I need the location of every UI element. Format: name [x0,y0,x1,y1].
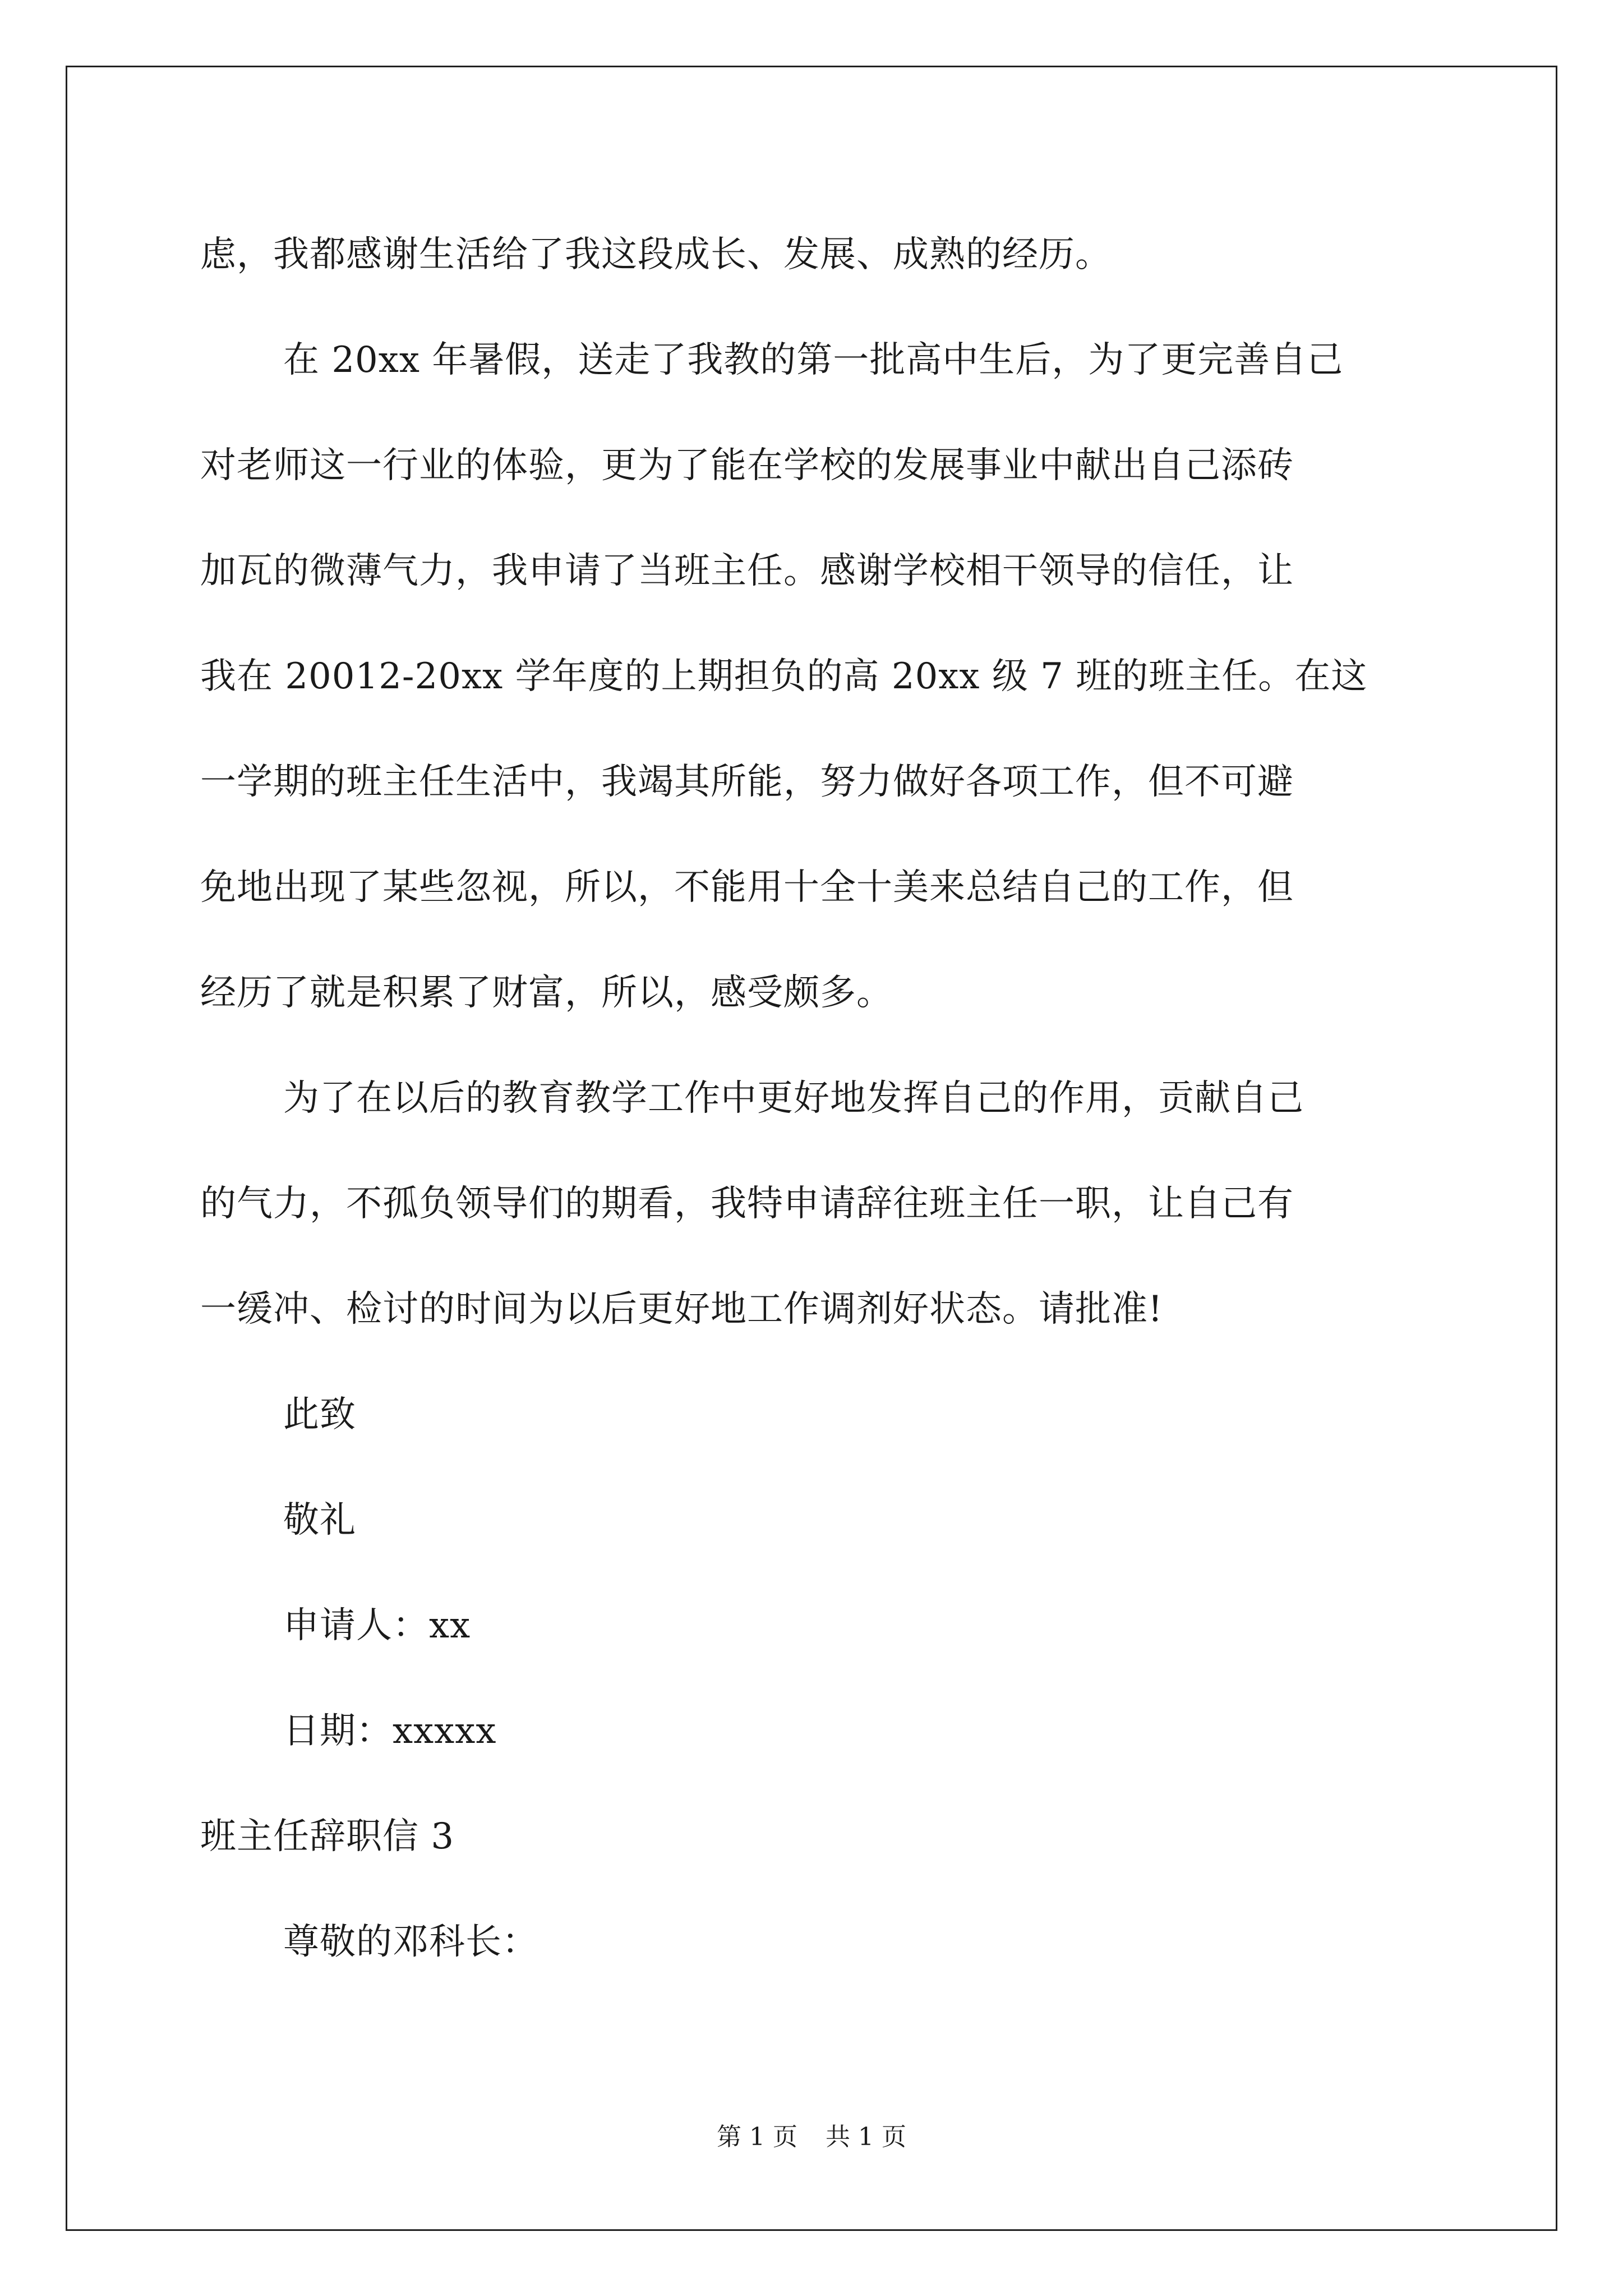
section-heading: 班主任辞职信 3 [200,1816,455,1857]
applicant-line: 申请人：xx [283,1605,471,1646]
paragraph-line: 在 20xx 年暑假，送走了我教的第一批高中生后，为了更完善自己 [283,339,1344,381]
document-body [200,202,1428,1995]
greeting-line: 尊敬的邓科长： [283,1921,538,1963]
paragraph-line: 我在 20012-20xx 学年度的上期担负的高 20xx 级 7 班的班主任。在这 [200,656,1368,697]
page-footer [0,2120,1623,2154]
paragraph-line: 对老师这一行业的体验，更为了能在学校的发展事业中献出自己添砖 [200,445,1294,486]
date-line: 日期：xxxxx [283,1710,497,1752]
paragraph-line: 的气力，不孤负领导们的期看，我特申请辞往班主任一职，让自己有 [200,1183,1294,1225]
paragraph-line: 虑，我都感谢生活给了我这段成长、发展、成熟的经历。 [200,234,1112,275]
paragraph-line: 一缓冲、检讨的时间为以后更好地工作调剂好状态。请批准! [200,1289,1163,1330]
paragraph-line: 免地出现了某些忽视，所以，不能用十全十美来总结自己的工作，但 [200,867,1294,908]
page-number-total: 共 1 页 [826,2123,906,2151]
closing-salutation: 此致 [283,1394,356,1435]
paragraph-line: 加瓦的微薄气力，我申请了当班主任。感谢学校相干领导的信任，让 [200,550,1294,592]
closing-regards: 敬礼 [283,1499,356,1541]
paragraph-line: 经历了就是积累了财富，所以，感受颇多。 [200,972,893,1014]
paragraph-line: 一学期的班主任生活中，我竭其所能，努力做好各项工作，但不可避 [200,761,1294,803]
page-number-current: 第 1 页 [717,2123,797,2151]
paragraph-line: 为了在以后的教育教学工作中更好地发挥自己的作用，贡献自己 [283,1078,1304,1119]
